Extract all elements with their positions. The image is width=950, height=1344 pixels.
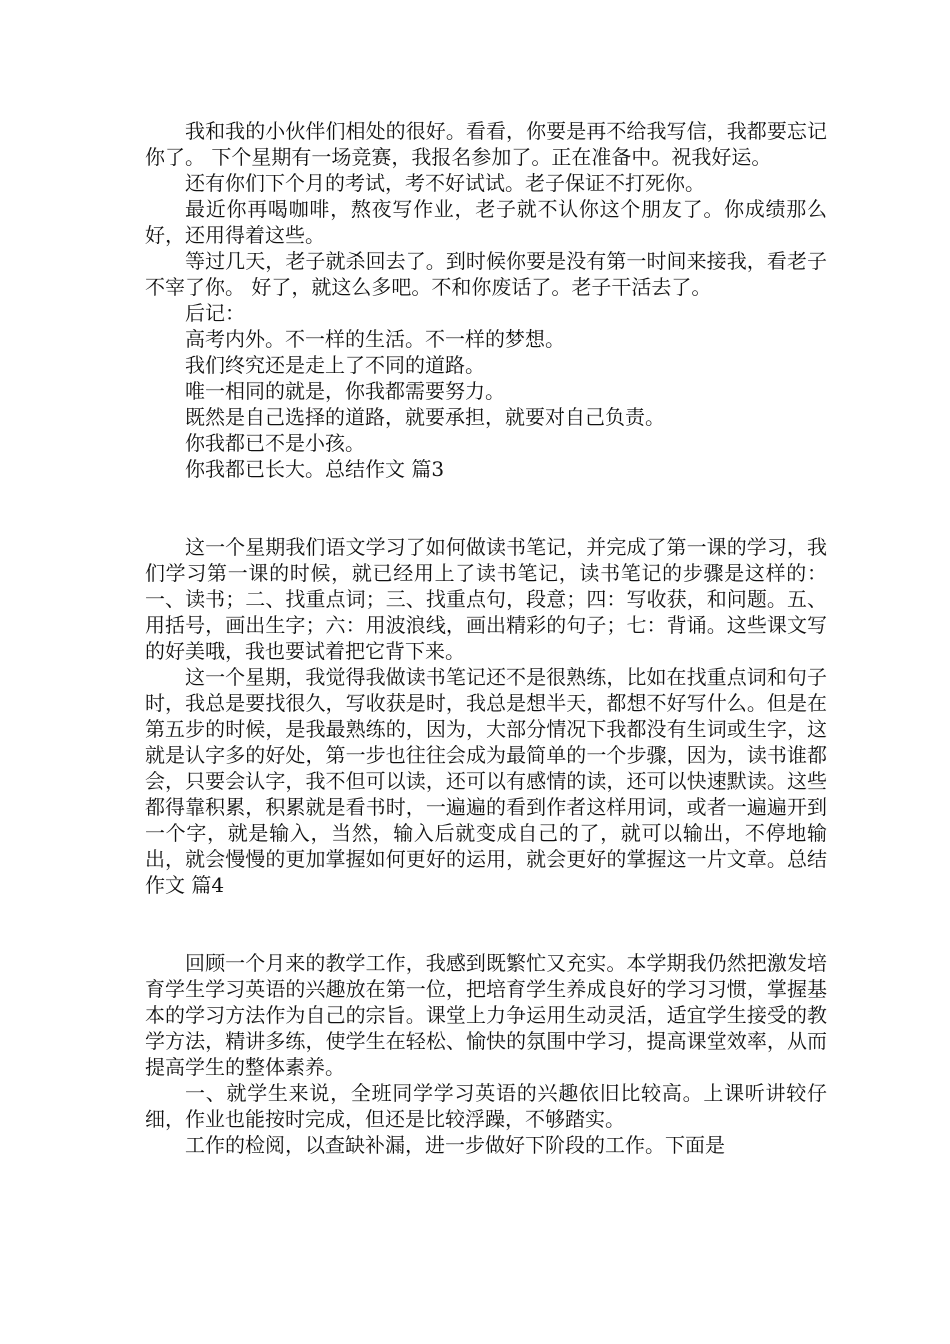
section-title-line: 你我都已长大。总结作文 篇3 [185, 457, 445, 481]
section-spacer [145, 898, 827, 950]
paragraph: 一、就学生来说，全班同学学习英语的兴趣依旧比较高。上课听讲较仔细，作业也能按时完成，但还是比较浮躁，不够踏实。 [145, 1081, 827, 1131]
paragraph: 还有你们下个月的考试，考不好试试。老子保证不打死你。 [185, 171, 705, 195]
section-spacer [145, 482, 827, 534]
afterword-line: 你我都已不是小孩。 [185, 431, 365, 455]
afterword-heading: 后记： [185, 301, 245, 325]
paragraph: 最近你再喝咖啡，熬夜写作业，老子就不认你这个朋友了。你成绩那么好，还用得着这些。 [145, 197, 827, 247]
paragraph: 回顾一个月来的教学工作，我感到既繁忙又充实。本学期我仍然把激发培育学生学习英语的兴趣放在第一位，把培育学生养成良好的学习习惯，掌握基本的学习方法作为自己的宗旨。课堂上力争运用生动灵活，适宜学生接受的教学方法，精讲多练，使学生在轻松、愉快的氛围中学习，提高课堂效率，从而提高学生的整体素养。 [145, 951, 827, 1079]
document-page [145, 118, 827, 1158]
afterword-line: 既然是自己选择的道路，就要承担，就要对自己负责。 [185, 405, 665, 429]
afterword-line: 唯一相同的就是，你我都需要努力。 [185, 379, 505, 403]
paragraph: 我和我的小伙伴们相处的很好。看看，你要是再不给我写信，我都要忘记你了。 下个星期有一场竞赛，我报名参加了。正在准备中。祝我好运。 [145, 119, 827, 169]
paragraph: 这一个星期我们语文学习了如何做读书笔记，并完成了第一课的学习，我们学习第一课的时候，就已经用上了读书笔记，读书笔记的步骤是这样的：一、读书；二、找重点词；三、找重点句，段意；四：写收获，和问题。五、用括号，画出生字；六：用波浪线，画出精彩的句子；七：背诵。这些课文写的好美哦，我也要试着把它背下来。 [145, 535, 827, 663]
paragraph: 等过几天，老子就杀回去了。到时候你要是没有第一时间来接我，看老子不宰了你。 好了，就这么多吧。不和你废话了。老子干活去了。 [145, 249, 827, 299]
afterword-line: 高考内外。不一样的生活。不一样的梦想。 [185, 327, 565, 351]
paragraph: 工作的检阅，以查缺补漏，进一步做好下阶段的工作。下面是 [185, 1133, 725, 1157]
afterword-line: 我们终究还是走上了不同的道路。 [185, 353, 485, 377]
paragraph: 这一个星期，我觉得我做读书笔记还不是很熟练，比如在找重点词和句子时，我总是要找很久，写收获是时，我总是想半天，都想不好写什么。但是在第五步的时候，是我最熟练的，因为，大部分情况下我都没有生词或生字，这就是认字多的好处，第一步也往往会成为最简单的一个步骤，因为，读书谁都会，只要会认字，我不但可以读，还可以有感情的读，还可以快速默读。这些都得靠积累，积累就是看书时，一遍遍的看到作者这样用词，或者一遍遍开到一个字，就是输入，当然，输入后就变成自己的了，就可以输出，不停地输出，就会慢慢的更加掌握如何更好的运用，就会更好的掌握这一片文章。总结作文 篇4 [145, 665, 827, 897]
